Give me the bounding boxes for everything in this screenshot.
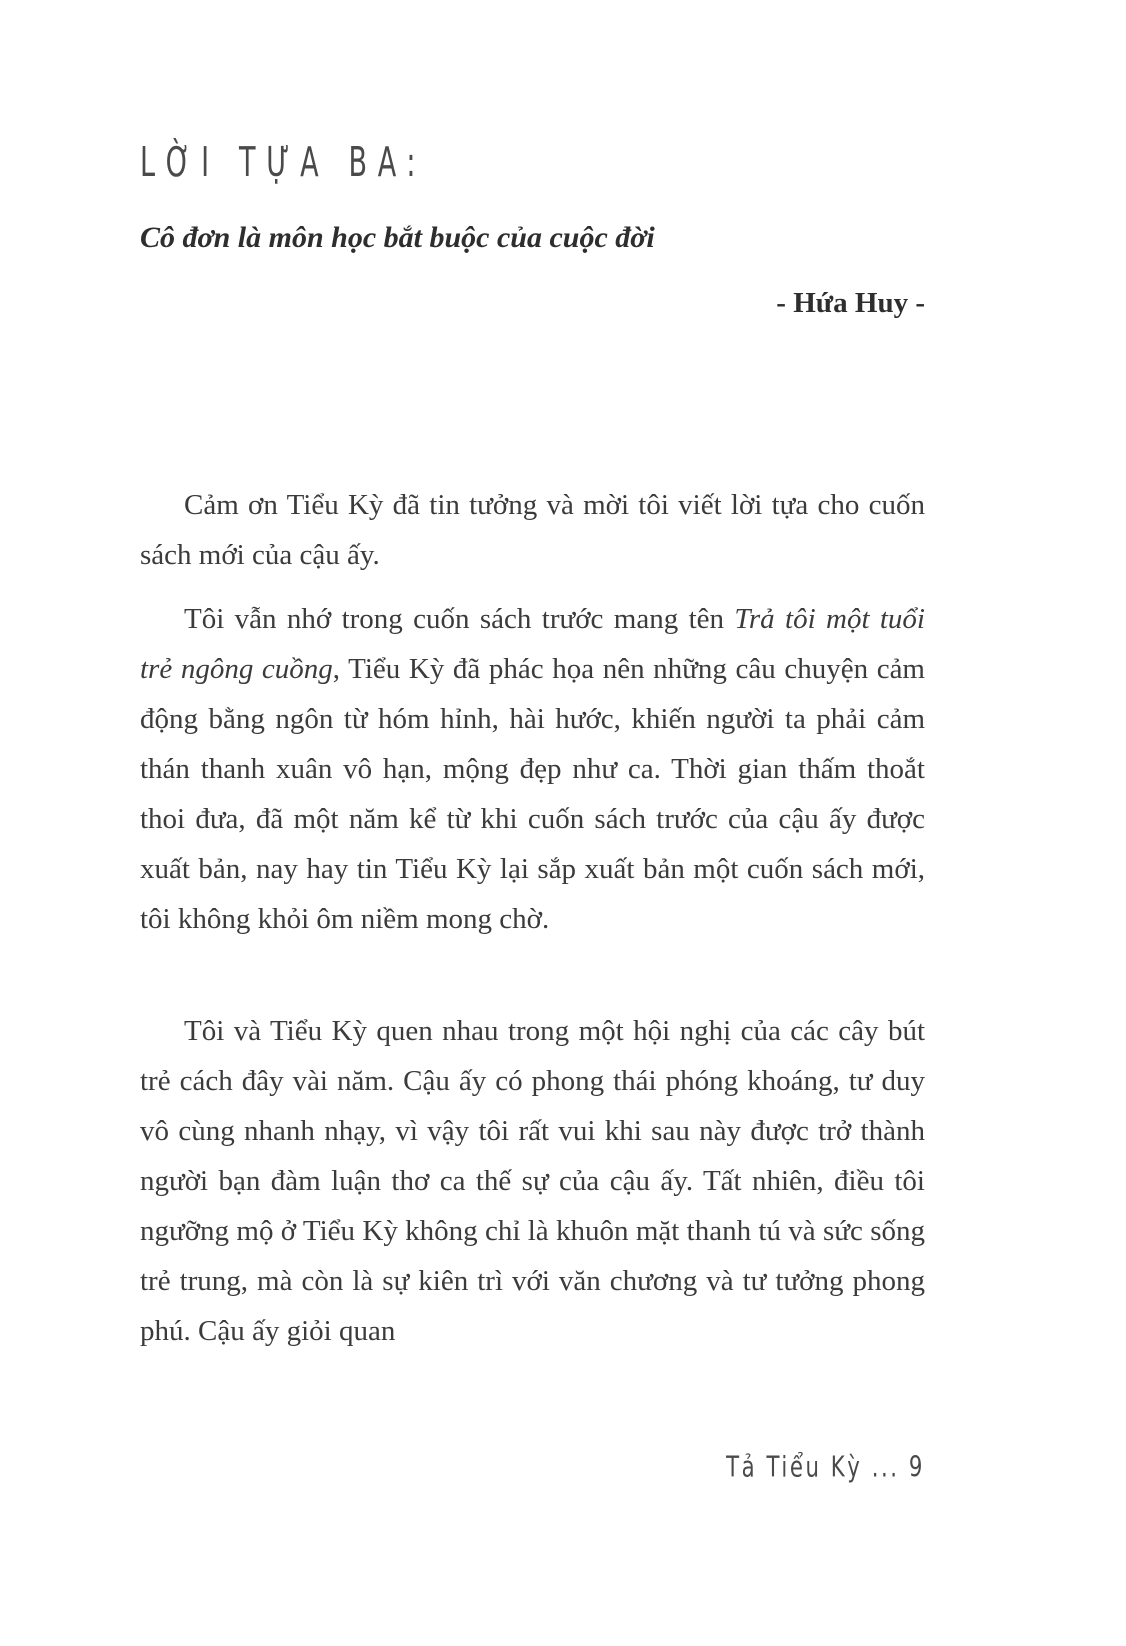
paragraph-1: Cảm ơn Tiểu Kỳ đã tin tưởng và mời tôi viết lời tựa cho cuốn sách mới của cậu ấy. bbox=[140, 489, 925, 571]
page-title: LỜI TỰA BA: bbox=[140, 137, 427, 186]
paragraph-3: Tôi và Tiểu Kỳ quen nhau trong một hội nghị của các cây bút trẻ cách đây vài năm. Cậu ấy có phong thái phóng khoáng, tư duy vô cùng nhanh nhạy, vì vậy tôi rất vui khi sau này được trở thành người bạn đàm luận thơ ca thế sự của cậu ấy. Tất nhiên, điều tôi ngưỡng mộ ở Tiểu Kỳ không chỉ là khuôn mặt thanh tú và sức sống trẻ trung, mà còn là sự kiên trì với văn chương và tư tưởng phong phú. Cậu ấy giỏi quan bbox=[140, 1015, 925, 1347]
page-subtitle: Cô đơn là môn học bắt buộc của cuộc đời bbox=[140, 221, 655, 254]
author-attribution: - Hứa Huy - bbox=[776, 287, 925, 319]
referenced-book-title: Trả tôi một tuổi trẻ ngông cuồng bbox=[140, 603, 925, 685]
paragraph-2 bbox=[140, 594, 925, 944]
body-text bbox=[140, 480, 925, 1356]
running-footer-text: Tả Tiểu Kỳ ... 9 bbox=[726, 1449, 925, 1484]
paragraph-2-continuation: , Tiểu Kỳ đã phác họa nên những câu chuyện cảm động bằng ngôn từ hóm hỉnh, hài hước, khiến người ta phải cảm thán thanh xuân vô hạn, mộng đẹp như ca. Thời gian thấm thoắt thoi đưa, đã một năm kể từ khi cuốn sách trước của cậu ấy được xuất bản, nay hay tin Tiểu Kỳ lại sắp xuất bản một cuốn sách mới, tôi không khỏi ôm niềm mong chờ. bbox=[140, 653, 925, 935]
page-footer bbox=[726, 1450, 925, 1483]
paragraph-2-lead: Tôi vẫn nhớ trong cuốn sách trước mang tên bbox=[184, 603, 735, 635]
